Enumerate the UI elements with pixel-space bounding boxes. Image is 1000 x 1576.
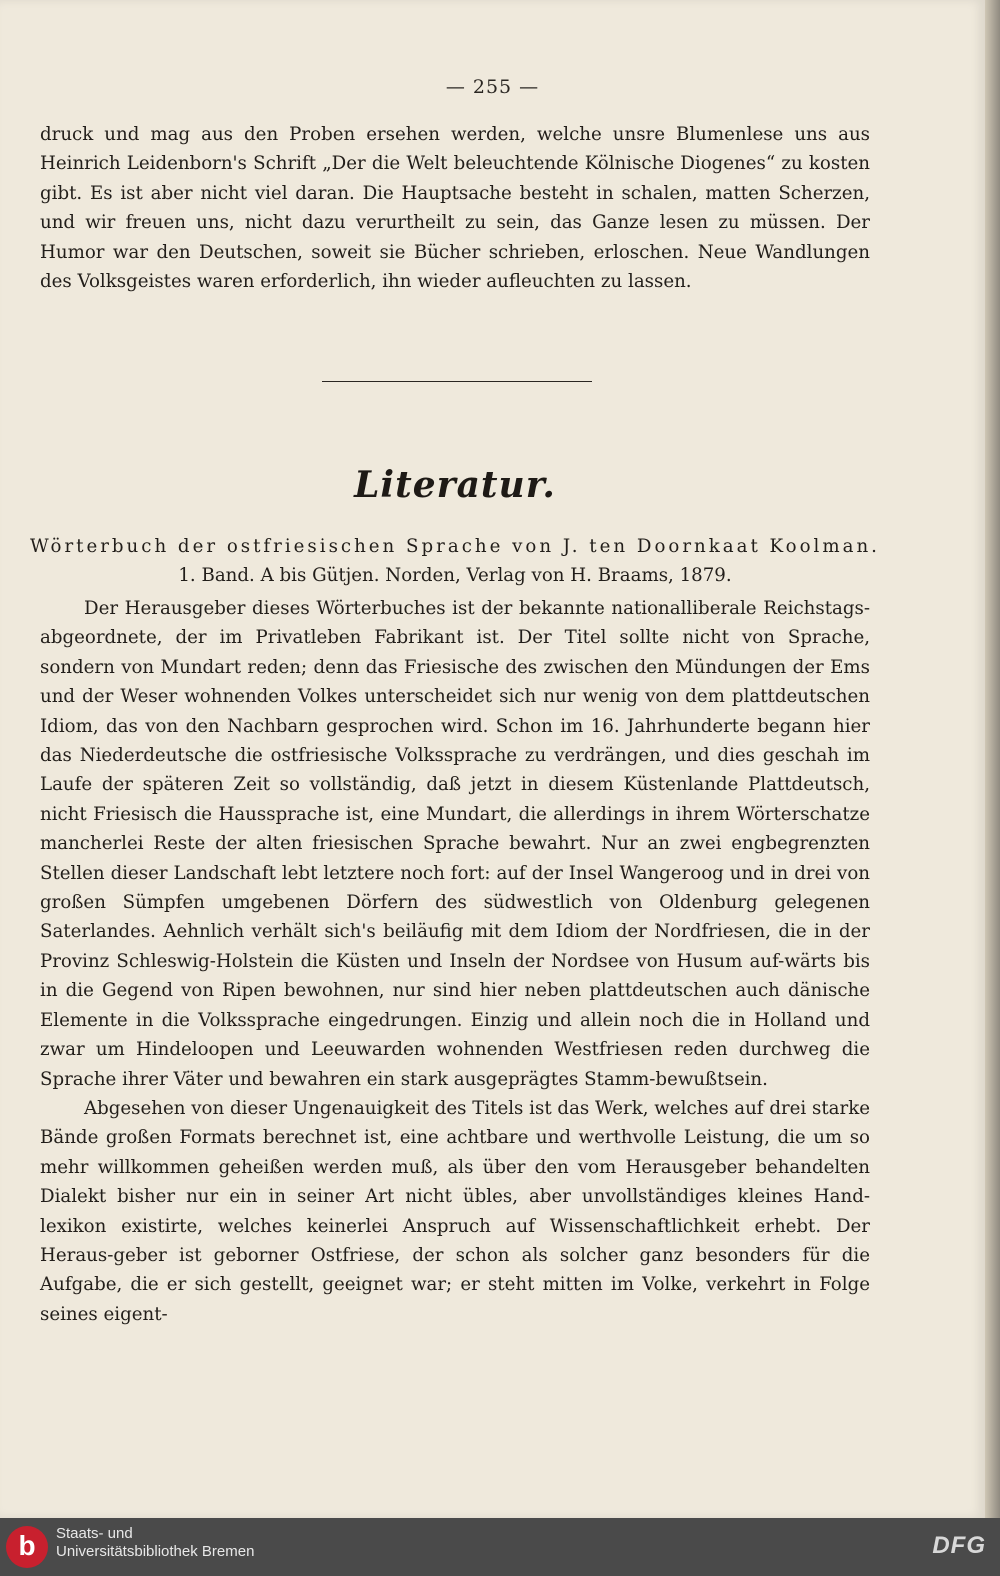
page-edge [985,0,1000,1518]
viewer-footer [0,1518,1000,1576]
intro-paragraph-block [40,120,870,296]
review-paragraph-2: Abgesehen von dieser Ungenauigkeit des Titels ist das Werk, welches auf drei starke Bände großen Formats berechnet ist, eine achtbare und werthvolle Leistung, die um so mehr willkommen geheißen werden muß, als über den vom Herausgeber behandelten Dialekt bisher nur ein in seiner Art nicht übles, aber unvollständiges kleines Hand-lexikon existirte, welches keinerlei Anspruch auf Wissenschaftlichkeit erhebt. Der Heraus-geber ist geborner Ostfriese, der schon als solcher ganz besonders für die Aufgabe, die er sich gestellt, geeignet war; er steht mitten im Volke, verkehrt in Folge seines eigent- [40,1097,870,1325]
page-number: — 255 — [445,76,540,98]
bibliography-details: 1. Band. A bis Gütjen. Norden, Verlag von H. Braams, 1879. [178,565,732,587]
dfg-logo[interactable]: DFG [932,1532,986,1559]
bibliography-entry [0,532,910,591]
library-name-line1: Staats- und [56,1525,133,1542]
library-logo-icon[interactable]: b [6,1526,48,1568]
review-text [40,594,870,1329]
library-name[interactable] [56,1525,254,1561]
intro-paragraph: druck und mag aus den Proben ersehen werden, welche unsre Blumenlese uns aus Heinrich Leidenborn's Schrift „Der die Welt beleuchtende Kölnische Diogenes“ zu kosten gibt. Es ist aber nicht viel daran. Die Hauptsache besteht in schalen, matten Scherzen, und wir freuen uns, nicht dazu verurtheilt zu sein, das Ganze lesen zu müssen. Der Humor war den Deutschen, soweit sie Bücher schrieben, erloschen. Neue Wandlungen des Volksgeistes waren erforderlich, ihn wieder aufleuchten zu lassen. [40,124,870,293]
bibliography-title: Wörterbuch der ostfriesischen Sprache von J. ten Doornkaat Koolman. [30,536,880,557]
review-paragraph-1: Der Herausgeber dieses Wörterbuches ist der bekannte nationalliberale Reichstags-abgeordnete, der im Privatleben Fabrikant ist. Der Titel sollte nicht von Sprache, sondern von Mundart reden; denn das Friesische des zwischen den Mündungen der Ems und der Weser wohnenden Volkes unterscheidet sich nur wenig von dem plattdeutschen Idiom, das von den Nachbarn gesprochen wird. Schon im 16. Jahrhunderte begann hier das Niederdeutsche die ostfriesische Volkssprache zu verdrängen, und dies geschah im Laufe der späteren Zeit so vollständig, daß jetzt in diesem Küstenlande Plattdeutsch, nicht Friesisch die Haussprache ist, eine Mundart, die allerdings in ihrem Wörterschatze mancherlei Reste der alten friesischen Sprache bewahrt. Nur an zwei engbegrenzten Stellen dieser Landschaft lebt letztere noch fort: auf der Insel Wangeroog und in drei von großen Sümpfen umgebenen Dörfern des südwestlich von Oldenburg gelegenen Saterlandes. Aehnlich verhält sich's beiläufig mit dem Idiom der Nordfriesen, die in der Provinz Schleswig-Holstein die Küsten und Inseln der Nordsee von Husum auf-wärts bis in die Gegend von Ripen bewohnen, nur sind hier neben plattdeutschen auch dänische Elemente in die Volkssprache eingedrungen. Einzig und allein noch die in Holland und zwar um Hindeloopen und Leeuwarden wohnenden Westfriesen reden durchweg die Sprache ihrer Väter und bewahren ein stark ausgeprägtes Stamm-bewußtsein. [40,598,870,1090]
library-name-line2: Universitätsbibliothek Bremen [56,1543,255,1560]
section-heading: Literatur. [354,464,556,506]
section-divider [322,381,592,382]
